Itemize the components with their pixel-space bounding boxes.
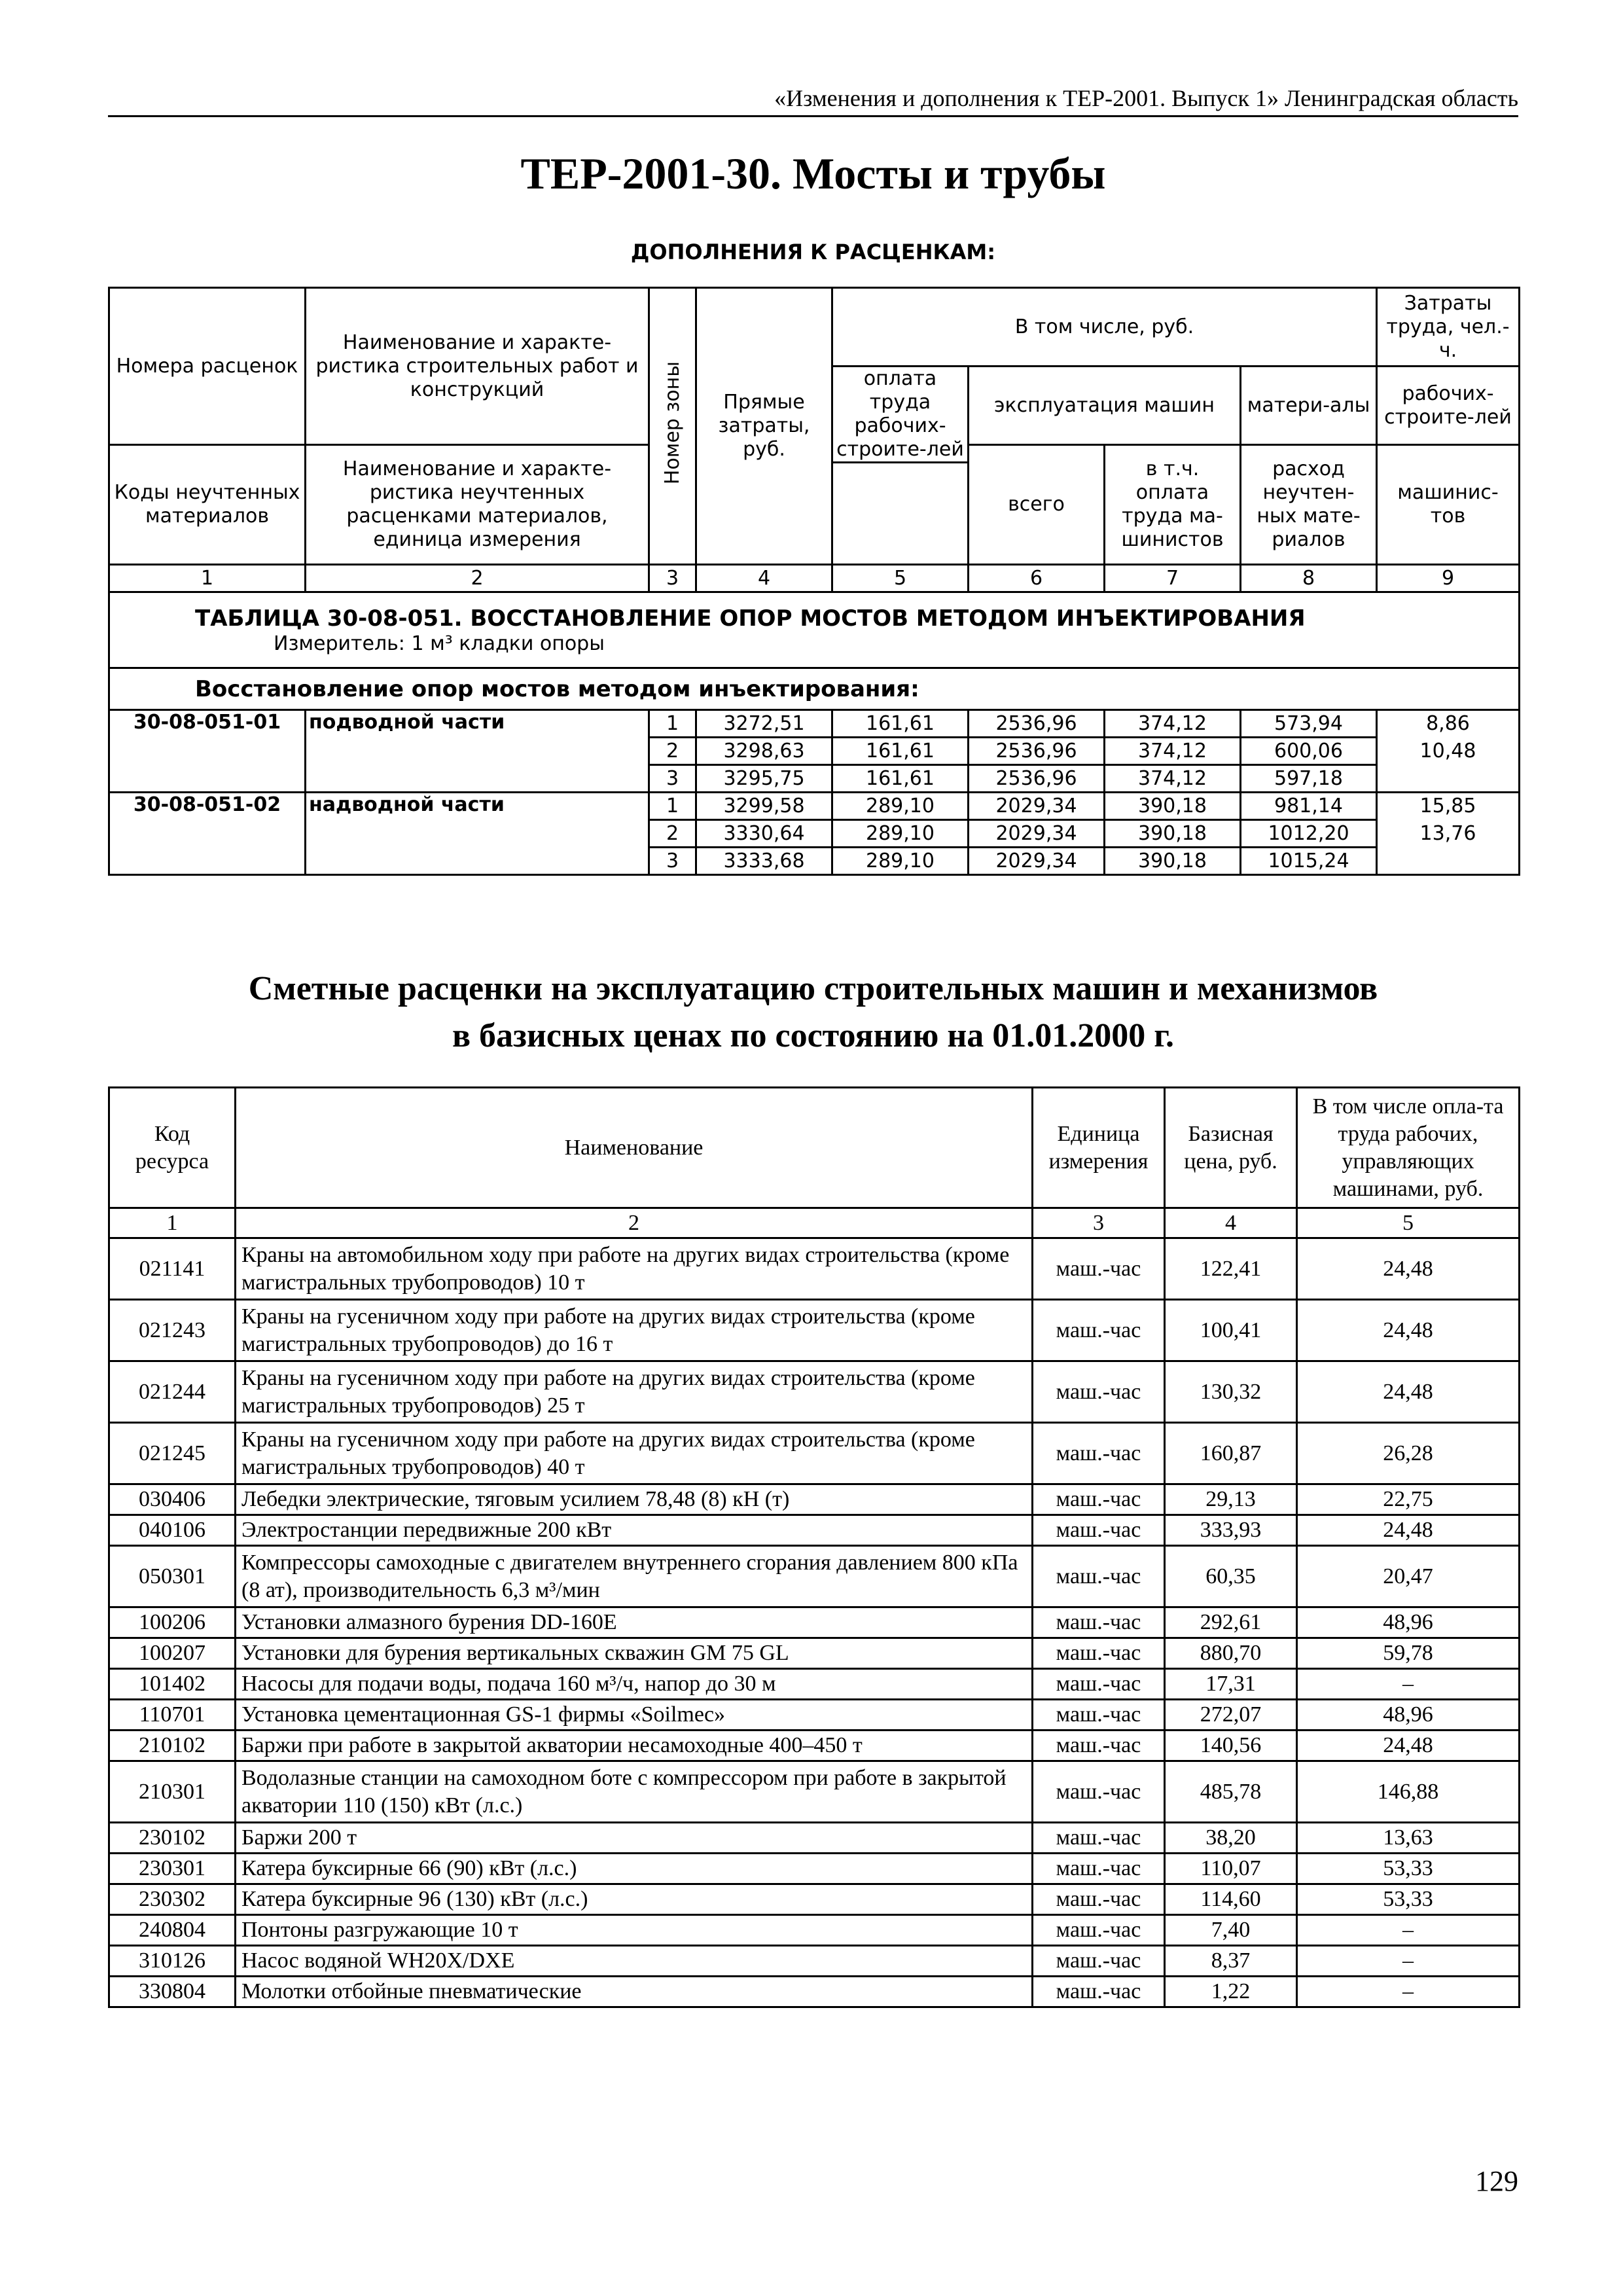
direct-cost: 3298,63: [696, 738, 832, 765]
th-resource-code: Код ресурса: [109, 1088, 236, 1208]
colnum: 5: [832, 565, 969, 592]
th-machinists-pay: в т.ч. оплата труда ма-шинистов: [1105, 445, 1241, 565]
page-title: ТЕР-2001-30. Мосты и трубы: [520, 149, 1106, 198]
base-price: 100,41: [1165, 1300, 1297, 1361]
th-rate-numbers: Номера расценок: [109, 288, 306, 445]
base-price: 272,07: [1165, 1700, 1297, 1731]
machines-total: 2029,34: [969, 793, 1105, 820]
table-row: [109, 1946, 1520, 1977]
operator-pay: –: [1297, 1977, 1520, 2007]
operator-pay: 59,78: [1297, 1638, 1520, 1669]
labor: [1377, 848, 1520, 875]
th-machines-operation: эксплуатация машин: [969, 367, 1241, 445]
table-row: [109, 1484, 1520, 1515]
base-price: 140,56: [1165, 1731, 1297, 1761]
th-unit: Единица измерения: [1033, 1088, 1165, 1208]
machine-name: Установки алмазного бурения DD-160E: [236, 1607, 1033, 1638]
machine-name: Насос водяной WH20X/DXE: [236, 1946, 1033, 1977]
operator-pay: 53,33: [1297, 1884, 1520, 1915]
table-row: [109, 1700, 1520, 1731]
zone: 1: [649, 793, 696, 820]
machines-title-line2: в базисных ценах по состоянию на 01.01.2000 г.: [452, 1017, 1175, 1054]
th-labor-costs: Затраты труда, чел.-ч.: [1377, 288, 1520, 367]
unit: маш.-час: [1033, 1515, 1165, 1546]
base-price: 122,41: [1165, 1238, 1297, 1300]
unit: маш.-час: [1033, 1669, 1165, 1700]
machine-name: Краны на гусеничном ходу при работе на других видах строительства (кроме магистральных трубопроводов) 25 т: [236, 1361, 1033, 1423]
operator-pay: 53,33: [1297, 1854, 1520, 1884]
labor: 8,86: [1377, 710, 1520, 738]
rate-code: 30-08-051-01: [109, 710, 306, 793]
machinists-pay: 390,18: [1105, 793, 1241, 820]
resource-code: 100207: [109, 1638, 236, 1669]
machine-name: Установки для бурения вертикальных скважин GM 75 GL: [236, 1638, 1033, 1669]
machine-name: Краны на автомобильном ходу при работе на других видах строительства (кроме магистральных трубопроводов) 10 т: [236, 1238, 1033, 1300]
unit: маш.-час: [1033, 1977, 1165, 2007]
table-row: [109, 1977, 1520, 2007]
resource-code: 021141: [109, 1238, 236, 1300]
machine-name: Молотки отбойные пневматические: [236, 1977, 1033, 2007]
table-section-title: ТАБЛИЦА 30-08-051. ВОССТАНОВЛЕНИЕ ОПОР МОСТОВ МЕТОДОМ ИНЪЕКТИРОВАНИЯ: [195, 605, 1306, 632]
unit: маш.-час: [1033, 1638, 1165, 1669]
colnum: 1: [109, 565, 306, 592]
unit: маш.-час: [1033, 1915, 1165, 1946]
machine-name: Краны на гусеничном ходу при работе на других видах строительства (кроме магистральных трубопроводов) до 16 т: [236, 1300, 1033, 1361]
operator-pay: –: [1297, 1669, 1520, 1700]
th-work-name: Наименование и характе-ристика строительных работ и конструкций: [306, 288, 649, 445]
rates-table: [108, 287, 1520, 876]
unit: маш.-час: [1033, 1484, 1165, 1515]
operator-pay: 24,48: [1297, 1361, 1520, 1423]
machine-name: Катера буксирные 66 (90) кВт (л.с.): [236, 1854, 1033, 1884]
direct-cost: 3272,51: [696, 710, 832, 738]
machines-title-line1: Сметные расценки на эксплуатацию строительных машин и механизмов: [248, 970, 1378, 1007]
table-row: [109, 710, 1520, 738]
operator-pay: 48,96: [1297, 1700, 1520, 1731]
th-material-name: Наименование и характе-ристика неучтенных расценками материалов, единица измерения: [306, 445, 649, 565]
base-price: 485,78: [1165, 1761, 1297, 1823]
machinists-pay: 374,12: [1105, 710, 1241, 738]
resource-code: 230302: [109, 1884, 236, 1915]
column-numbers-row: [109, 1208, 1520, 1238]
table-row: [109, 1238, 1520, 1300]
resource-code: 240804: [109, 1915, 236, 1946]
machine-name: Понтоны разгружающие 10 т: [236, 1915, 1033, 1946]
colnum: 6: [969, 565, 1105, 592]
unit: маш.-час: [1033, 1946, 1165, 1977]
operator-pay: 24,48: [1297, 1300, 1520, 1361]
resource-code: 100206: [109, 1607, 236, 1638]
base-price: 60,35: [1165, 1546, 1297, 1607]
resource-code: 310126: [109, 1946, 236, 1977]
table-row: [109, 793, 1520, 820]
materials: 981,14: [1241, 793, 1377, 820]
table-row: [109, 1915, 1520, 1946]
base-price: 38,20: [1165, 1823, 1297, 1854]
labor: [1377, 765, 1520, 793]
direct-cost: 3295,75: [696, 765, 832, 793]
th-zone: [649, 288, 696, 565]
workers-pay: 161,61: [832, 765, 969, 793]
table-row: [109, 1884, 1520, 1915]
resource-code: 230301: [109, 1854, 236, 1884]
colnum: 3: [1033, 1208, 1165, 1238]
zone: 2: [649, 820, 696, 848]
operator-pay: 146,88: [1297, 1761, 1520, 1823]
workers-pay: 289,10: [832, 848, 969, 875]
table-row: [109, 1423, 1520, 1484]
machinists-pay: 374,12: [1105, 738, 1241, 765]
th-operator-pay: В том числе опла-та труда рабочих, управляющих машинами, руб.: [1297, 1088, 1520, 1208]
resource-code: 021244: [109, 1361, 236, 1423]
machines-total: 2536,96: [969, 765, 1105, 793]
th-including: В том числе, руб.: [832, 288, 1377, 367]
resource-code: 330804: [109, 1977, 236, 2007]
unit: маш.-час: [1033, 1731, 1165, 1761]
workers-pay: 289,10: [832, 820, 969, 848]
colnum: 3: [649, 565, 696, 592]
resource-code: 021243: [109, 1300, 236, 1361]
machine-name: Водолазные станции на самоходном боте с компрессором при работе в закрытой акватории 110 (150) кВт (л.с.): [236, 1761, 1033, 1823]
materials: 1015,24: [1241, 848, 1377, 875]
machines-table: [108, 1086, 1520, 2008]
table-row: [109, 1515, 1520, 1546]
resource-code: 050301: [109, 1546, 236, 1607]
base-price: 114,60: [1165, 1884, 1297, 1915]
direct-cost: 3330,64: [696, 820, 832, 848]
unit: маш.-час: [1033, 1884, 1165, 1915]
operator-pay: –: [1297, 1946, 1520, 1977]
th-base-price: Базисная цена, руб.: [1165, 1088, 1297, 1208]
rate-code: 30-08-051-02: [109, 793, 306, 875]
unit: маш.-час: [1033, 1607, 1165, 1638]
direct-cost: 3333,68: [696, 848, 832, 875]
machine-name: Краны на гусеничном ходу при работе на других видах строительства (кроме магистральных трубопроводов) 40 т: [236, 1423, 1033, 1484]
materials: 573,94: [1241, 710, 1377, 738]
group-title: Восстановление опор мостов методом инъектирования:: [109, 668, 1520, 710]
machine-name: Баржи 200 т: [236, 1823, 1033, 1854]
table-row: [109, 1361, 1520, 1423]
direct-cost: 3299,58: [696, 793, 832, 820]
table-row: [109, 1854, 1520, 1884]
operator-pay: 20,47: [1297, 1546, 1520, 1607]
table-row: [109, 1638, 1520, 1669]
th-workers-pay: оплата труда рабочих-строите-лей: [832, 367, 969, 463]
th-zone-label: Номер зоны: [660, 361, 684, 485]
machines-total: 2029,34: [969, 848, 1105, 875]
operator-pay: 24,48: [1297, 1731, 1520, 1761]
base-price: 160,87: [1165, 1423, 1297, 1484]
unit: маш.-час: [1033, 1423, 1165, 1484]
unit: маш.-час: [1033, 1546, 1165, 1607]
colnum: 7: [1105, 565, 1241, 592]
resource-code: 101402: [109, 1669, 236, 1700]
machine-name: Лебедки электрические, тяговым усилием 78,48 (8) кН (т): [236, 1484, 1033, 1515]
workers-pay: 161,61: [832, 738, 969, 765]
unit: маш.-час: [1033, 1361, 1165, 1423]
unit: маш.-час: [1033, 1700, 1165, 1731]
th-workers: рабочих-строите-лей: [1377, 367, 1520, 445]
colnum: 9: [1377, 565, 1520, 592]
table-section-meter: Измеритель: 1 м³ кладки опоры: [274, 632, 605, 655]
base-price: 333,93: [1165, 1515, 1297, 1546]
base-price: 1,22: [1165, 1977, 1297, 2007]
base-price: 8,37: [1165, 1946, 1297, 1977]
machine-name: Насосы для подачи воды, подача 160 м³/ч, напор до 30 м: [236, 1669, 1033, 1700]
operator-pay: 22,75: [1297, 1484, 1520, 1515]
unit: маш.-час: [1033, 1823, 1165, 1854]
base-price: 7,40: [1165, 1915, 1297, 1946]
colnum: 1: [109, 1208, 236, 1238]
resource-code: 030406: [109, 1484, 236, 1515]
zone: 1: [649, 710, 696, 738]
base-price: 292,61: [1165, 1607, 1297, 1638]
machines-section-title: [108, 965, 1518, 1060]
section-subtitle: ДОПОЛНЕНИЯ К РАСЦЕНКАМ:: [630, 240, 996, 264]
th-workers-pay-cont: [832, 463, 969, 565]
operator-pay: 26,28: [1297, 1423, 1520, 1484]
machine-name: Баржи при работе в закрытой акватории несамоходные 400–450 т: [236, 1731, 1033, 1761]
unit: маш.-час: [1033, 1300, 1165, 1361]
unit: маш.-час: [1033, 1238, 1165, 1300]
machinists-pay: 374,12: [1105, 765, 1241, 793]
running-header: «Изменения и дополнения к ТЕР-2001. Выпуск 1» Ленинградская область: [774, 85, 1518, 111]
colnum: 4: [1165, 1208, 1297, 1238]
materials: 600,06: [1241, 738, 1377, 765]
th-machinists: машинис-тов: [1377, 445, 1520, 565]
base-price: 29,13: [1165, 1484, 1297, 1515]
table-row: [109, 1823, 1520, 1854]
table-section-header: [109, 592, 1520, 668]
operator-pay: 13,63: [1297, 1823, 1520, 1854]
header-rule: [108, 115, 1518, 117]
colnum: 2: [306, 565, 649, 592]
zone: 3: [649, 848, 696, 875]
unit: маш.-час: [1033, 1854, 1165, 1884]
resource-code: 021245: [109, 1423, 236, 1484]
machinists-pay: 390,18: [1105, 848, 1241, 875]
table-row: [109, 1761, 1520, 1823]
labor: 10,48: [1377, 738, 1520, 765]
th-name: Наименование: [236, 1088, 1033, 1208]
machines-total: 2536,96: [969, 738, 1105, 765]
colnum: 8: [1241, 565, 1377, 592]
labor: 13,76: [1377, 820, 1520, 848]
th-materials: матери-алы: [1241, 367, 1377, 445]
machines-table-body: [109, 1238, 1520, 2007]
operator-pay: –: [1297, 1915, 1520, 1946]
th-direct-costs: Прямые затраты, руб.: [696, 288, 832, 565]
base-price: 880,70: [1165, 1638, 1297, 1669]
machine-name: Компрессоры самоходные с двигателем внутреннего сгорания давлением 800 кПа (8 ат), производительность 6,3 м³/мин: [236, 1546, 1033, 1607]
machines-total: 2536,96: [969, 710, 1105, 738]
th-machines-total: всего: [969, 445, 1105, 565]
rate-name: подводной части: [306, 710, 649, 793]
unit: маш.-час: [1033, 1761, 1165, 1823]
table-row: [109, 1546, 1520, 1607]
machine-name: Установка цементационная GS-1 фирмы «Soilmec»: [236, 1700, 1033, 1731]
resource-code: 230102: [109, 1823, 236, 1854]
th-material-consumption: расход неучтен-ных мате-риалов: [1241, 445, 1377, 565]
operator-pay: 24,48: [1297, 1515, 1520, 1546]
operator-pay: 48,96: [1297, 1607, 1520, 1638]
resource-code: 210301: [109, 1761, 236, 1823]
base-price: 130,32: [1165, 1361, 1297, 1423]
workers-pay: 161,61: [832, 710, 969, 738]
machinists-pay: 390,18: [1105, 820, 1241, 848]
labor: 15,85: [1377, 793, 1520, 820]
table-row: [109, 1731, 1520, 1761]
machine-name: Электростанции передвижные 200 кВт: [236, 1515, 1033, 1546]
materials: 597,18: [1241, 765, 1377, 793]
page-number: 129: [1475, 2165, 1518, 2197]
zone: 2: [649, 738, 696, 765]
resource-code: 110701: [109, 1700, 236, 1731]
base-price: 110,07: [1165, 1854, 1297, 1884]
operator-pay: 24,48: [1297, 1238, 1520, 1300]
workers-pay: 289,10: [832, 793, 969, 820]
materials: 1012,20: [1241, 820, 1377, 848]
resource-code: 040106: [109, 1515, 236, 1546]
colnum: 4: [696, 565, 832, 592]
table-row: [109, 1669, 1520, 1700]
column-numbers-row: [109, 565, 1520, 592]
resource-code: 210102: [109, 1731, 236, 1761]
zone: 3: [649, 765, 696, 793]
base-price: 17,31: [1165, 1669, 1297, 1700]
colnum: 5: [1297, 1208, 1520, 1238]
table-row: [109, 1300, 1520, 1361]
colnum: 2: [236, 1208, 1033, 1238]
machine-name: Катера буксирные 96 (130) кВт (л.с.): [236, 1884, 1033, 1915]
machines-total: 2029,34: [969, 820, 1105, 848]
rate-name: надводной части: [306, 793, 649, 875]
th-material-codes: Коды неучтенных материалов: [109, 445, 306, 565]
table-row: [109, 1607, 1520, 1638]
